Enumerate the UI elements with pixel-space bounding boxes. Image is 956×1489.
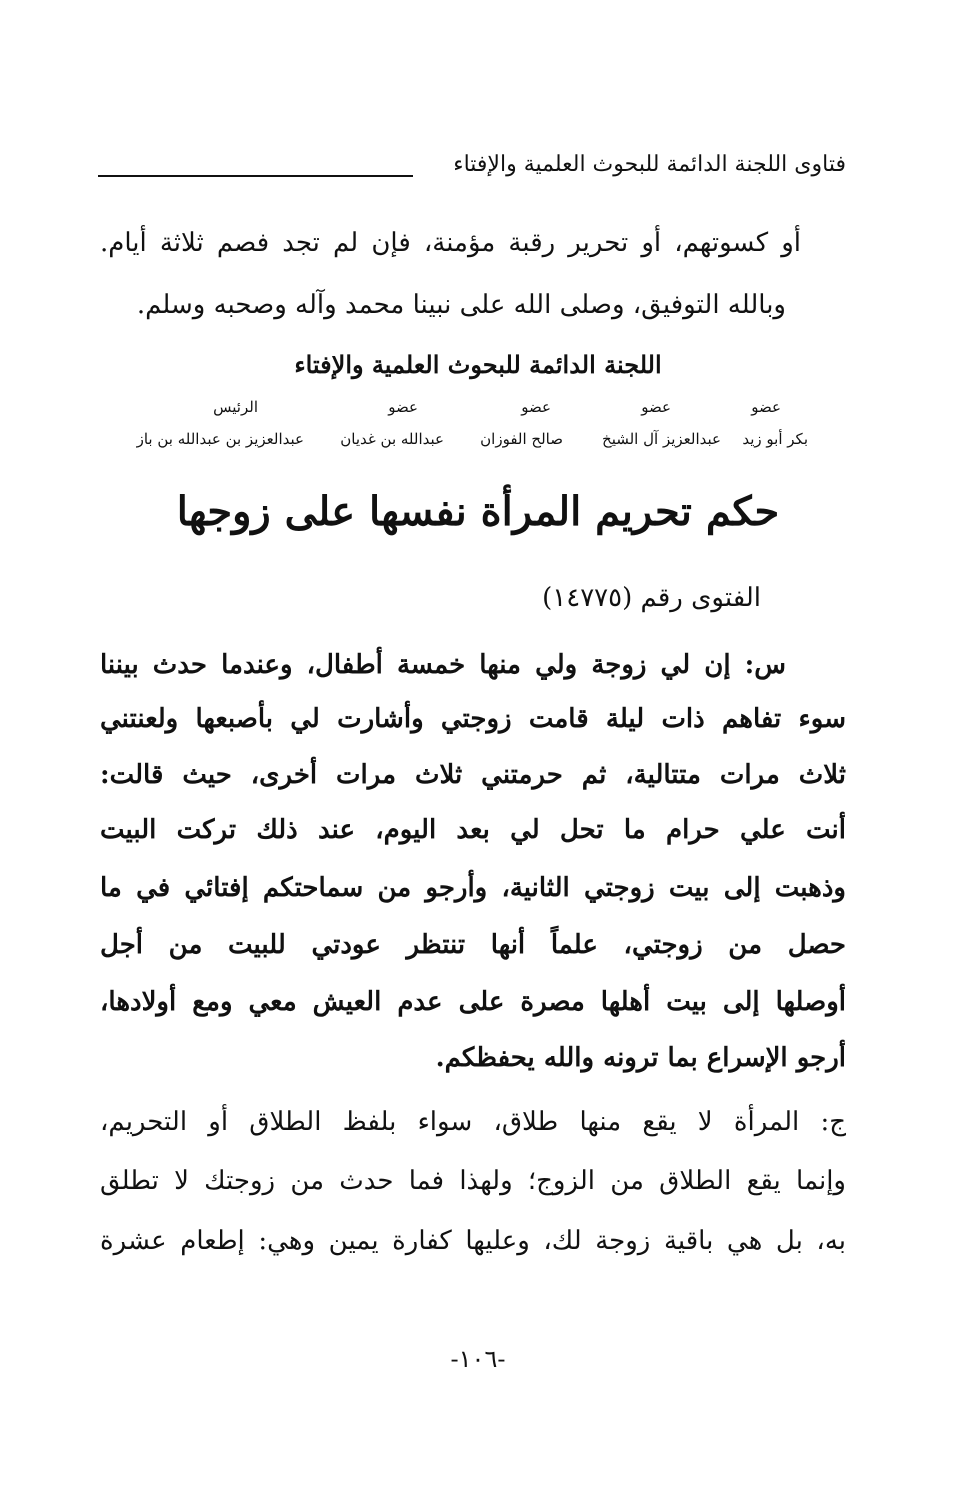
fatwa-title: حكم تحريم المرأة نفسها على زوجها bbox=[176, 488, 780, 535]
answer-line: به، بل هي باقية زوجة لك، وعليها كفارة يمين وهي: إطعام عشرة bbox=[100, 1226, 846, 1256]
signatory-name: عبدالعزيز بن عبدالله بن باز bbox=[136, 430, 304, 448]
signatory-role: عضو bbox=[641, 398, 671, 416]
committee-name: اللجنة الدائمة للبحوث العلمية والإفتاء bbox=[294, 350, 662, 379]
text-line: أو كسوتهم، أو تحرير رقبة مؤمنة، فإن لم تجد فصم ثلاثة أيام. bbox=[100, 228, 801, 258]
question-line: وذهبت إلى بيت زوجتي الثانية، وأرجو من سماحتكم إفتائي في ما bbox=[100, 873, 846, 903]
running-header bbox=[98, 150, 846, 186]
signatory-role: عضو bbox=[388, 398, 418, 416]
signatory-role: عضو bbox=[751, 398, 781, 416]
signatory-roles bbox=[0, 398, 956, 420]
signatory-name: عبدالله بن غديان bbox=[340, 430, 444, 448]
signatory-role: الرئيس bbox=[213, 398, 258, 416]
signatory-name: عبدالعزيز آل الشيخ bbox=[602, 430, 721, 448]
header-rule bbox=[98, 175, 413, 177]
question-line: سوء تفاهم ذات ليلة قامت زوجتي وأشارت لي بأصبعها ولعنتني bbox=[100, 704, 846, 734]
text-line: وبالله التوفيق، وصلى الله على نبينا محمد وآله وصحبه وسلم. bbox=[136, 290, 786, 320]
signatory-name: صالح الفوزان bbox=[480, 430, 563, 448]
question-line: ثلاث مرات متتالية، ثم حرمتني ثلاث مرات أخرى، حيث قالت: bbox=[100, 760, 846, 790]
signatory-names bbox=[0, 430, 956, 456]
running-title: فتاوى اللجنة الدائمة للبحوث العلمية والإفتاء bbox=[453, 152, 846, 177]
answer-line: ج: المرأة لا يقع منها طلاق، سواء بلفظ الطلاق أو التحريم، bbox=[100, 1107, 846, 1137]
signatory-role: عضو bbox=[521, 398, 551, 416]
question-line: أنت علي حرام ما تحل لي بعد اليوم، عند ذلك تركت البيت bbox=[100, 815, 846, 845]
page-number: -١٠٦- bbox=[450, 1345, 506, 1373]
signatory-name: بكر أبو زيد bbox=[742, 430, 808, 448]
question-line: حصل من زوجتي، علماً أنها تنتظر عودتي للبيت من أجل bbox=[100, 930, 846, 960]
answer-line: وإنما يقع الطلاق من الزوج؛ ولهذا فما حدث من زوجتك لا تطلق bbox=[100, 1166, 846, 1196]
question-line: أوصلها إلى بيت أهلها مصرة على عدم العيش معي ومع أولادها، bbox=[100, 987, 846, 1017]
question-line: س: إن لي زوجة ولي منها خمسة أطفال، وعندما حدث بيننا bbox=[100, 650, 786, 680]
fatwa-number: الفتوى رقم (١٤٧٧٥) bbox=[542, 583, 761, 613]
question-line: أرجو الإسراع بما ترونه والله يحفظكم. bbox=[435, 1043, 846, 1073]
